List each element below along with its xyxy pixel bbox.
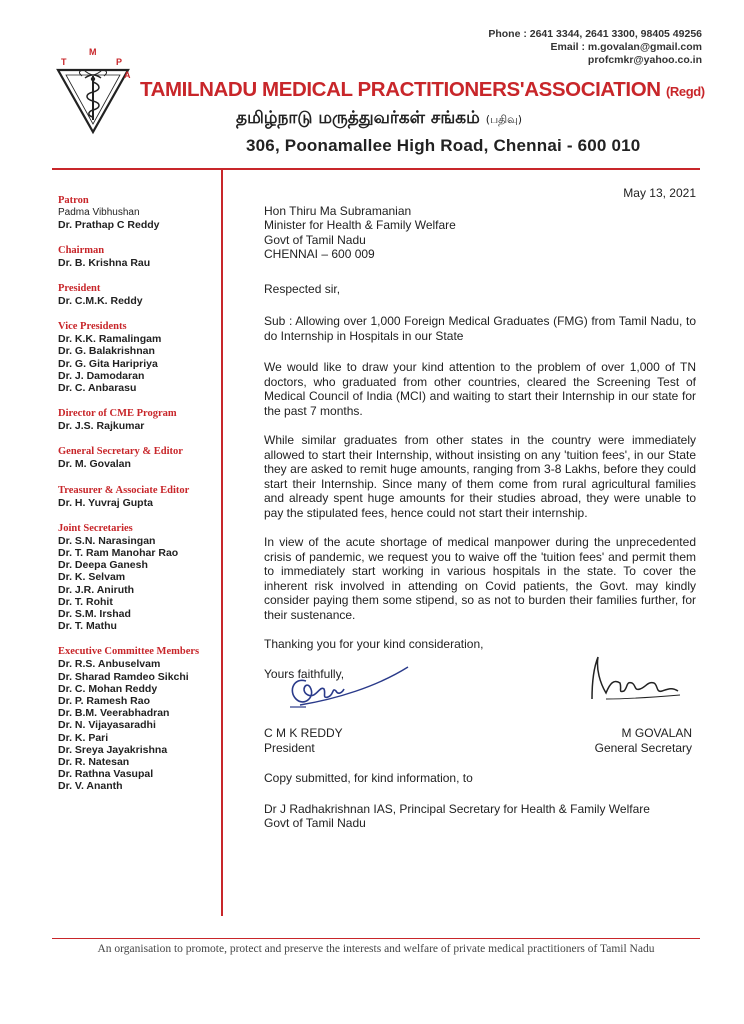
sidebar-member-name: Dr. Sreya Jayakrishna (58, 743, 168, 756)
sidebar-group-title: Patron (58, 195, 89, 206)
sidebar-member-name: Dr. G. Gita Haripriya (58, 357, 158, 370)
paragraph-3: In view of the acute shortage of medical manpower during the unprecedented crisis of pandemic, we request you to waive off the 'tuition fees' and permit them to immediately start working in various hospitals in the state. To cover the inherent risk involved in attending on Covid patients, the Govt. may kindly consider paying them some stipend, so as not to burden their families further, for their sustenance. (264, 535, 696, 622)
cc-line: Govt of Tamil Nadu (264, 816, 366, 830)
association-logo (52, 46, 134, 138)
general-secretary-signature-image (576, 653, 686, 707)
sidebar-group (58, 195, 216, 231)
sidebar-member-name: Dr. Sharad Ramdeo Sikchi (58, 670, 189, 683)
president-signature-image (276, 661, 416, 719)
sidebar-member-name: Dr. V. Ananth (58, 780, 123, 793)
sidebar-member-name: Dr. R. Natesan (58, 755, 130, 768)
sidebar-member-name: Dr. J. Damodaran (58, 369, 145, 382)
sidebar-member-name: Dr. C. Mohan Reddy (58, 682, 158, 695)
recipient-line: Hon Thiru Ma Subramanian (264, 203, 412, 218)
sidebar-group-subtitle: Padma Vibhushan (58, 207, 140, 218)
sidebar-group-title: President (58, 282, 101, 294)
header-divider (52, 168, 700, 170)
sidebar-member-name: Dr. T. Mathu (58, 620, 117, 633)
sidebar-member-name: Dr. T. Rohit (58, 595, 113, 608)
sidebar-group (58, 245, 216, 269)
contact-block (382, 28, 702, 67)
signatory-president-role: President (264, 740, 315, 755)
sidebar-group-title: General Secretary & Editor (58, 446, 183, 458)
sidebar-member-name: Dr. H. Yuvraj Gupta (58, 496, 153, 509)
sidebar-member-name: Dr. S.M. Irshad (58, 607, 131, 620)
sidebar-group-title: Chairman (58, 244, 105, 256)
sidebar-member-name: Dr. K. Selvam (58, 571, 126, 584)
email-line: Email : m.govalan@gmail.com (550, 41, 702, 53)
footer-divider (52, 938, 700, 939)
tamil-name-text: தமிழ்நாடு மருத்துவர்கள் சங்கம் (236, 108, 480, 128)
sidebar-group (58, 523, 216, 633)
footer-tagline: An organisation to promote, protect and preserve the interests and welfare of private medical practitioners of Tamil Nadu (97, 943, 655, 955)
salutation: Respected sir, (264, 281, 341, 296)
sidebar-member-name: Dr. P. Ramesh Rao (58, 694, 151, 707)
sidebar-member-name: Dr. Prathap C Reddy (58, 218, 160, 231)
sidebar-member-name: Dr. B.M. Veerabhadran (58, 707, 170, 720)
signature-block (264, 683, 696, 755)
sidebar-group (58, 283, 216, 307)
recipient-line: Minister for Health & Family Welfare (264, 218, 456, 232)
sidebar-member-name: Dr. B. Krishna Rau (58, 256, 151, 269)
sidebar-member-name: Dr. J.S. Rajkumar (58, 420, 145, 433)
sidebar-group (58, 485, 216, 509)
phone-line: Phone : 2641 3344, 2641 3300, 98405 49256 (488, 28, 702, 40)
email-line-2: profcmkr@yahoo.co.in (587, 54, 702, 66)
logo-letter-a: A (124, 70, 131, 80)
logo-letter-t: T (61, 57, 67, 67)
sidebar-member-name: Dr. C.M.K. Reddy (58, 294, 143, 307)
sidebar-group-title: Director of CME Program (58, 408, 177, 420)
organisation-name (140, 78, 705, 102)
signatory-president-name: C M K REDDY (264, 726, 343, 740)
paragraph-1: We would like to draw your kind attention to the problem of over 1,000 of TN doctors, who graduated from other countries, cleared the Screening Test of Medical Council of India (MCI) and waiting to start their Internship in our state for the past 7 months. (264, 360, 696, 418)
signatory-general-secretary-name: M GOVALAN (621, 726, 692, 740)
signatory-general-secretary (595, 726, 692, 755)
regd-mark: (Regd) (665, 84, 705, 99)
tamil-name (236, 108, 636, 130)
logo-letter-m: M (89, 47, 97, 57)
letter-date: May 13, 2021 (623, 186, 696, 200)
sidebar-member-name: Dr. G. Balakrishnan (58, 345, 155, 358)
signatory-president (264, 726, 343, 755)
organisation-address: 306, Poonamallee High Road, Chennai - 600 010 (246, 136, 641, 155)
sidebar-group-title: Executive Committee Members (58, 646, 200, 658)
sidebar-group-title: Joint Secretaries (58, 522, 133, 534)
copy-note: Copy submitted, for kind information, to (264, 771, 473, 785)
sidebar-divider (221, 168, 223, 916)
sidebar-member-name: Dr. M. Govalan (58, 458, 131, 471)
tamil-regd: (பதிவு) (485, 113, 522, 126)
sidebar-member-name: Dr. J.R. Aniruth (58, 583, 135, 596)
sidebar-member-name: Dr. Deepa Ganesh (58, 559, 148, 572)
sidebar-group (58, 408, 216, 432)
cc-line: Dr J Radhakrishnan IAS, Principal Secretary for Health & Family Welfare (264, 801, 650, 816)
sidebar-member-name: Dr. N. Vijayasaradhi (58, 719, 156, 732)
letter-body (264, 186, 696, 831)
sidebar-member-name: Dr. K. Pari (58, 731, 109, 744)
recipient-line: CHENNAI – 600 009 (264, 247, 375, 261)
sidebar-group-title: Treasurer & Associate Editor (58, 484, 190, 496)
sidebar-group (58, 646, 216, 792)
thanks-line: Thanking you for your kind consideration, (264, 637, 484, 651)
sidebar-member-name: Dr. C. Anbarasu (58, 381, 137, 394)
sidebar-member-name: Dr. R.S. Anbuselvam (58, 658, 161, 671)
office-bearers-sidebar (58, 195, 216, 807)
logo-letter-p: P (116, 57, 123, 67)
paragraph-2: While similar graduates from other states in the country were immediately allowed to start their Internship, without insisting on any 'tuition fees', in our State they are asked to remit huge amounts, ranging from 3-8 Lakhs, before they could start their Internship. Since many of them come from rural agricultural families and already spent huge amounts for their studies abroad, they were unable to pay the stipulated fees, hence could not start their internship. (264, 433, 696, 520)
sidebar-member-name: Dr. S.N. Narasingan (58, 534, 156, 547)
recipient-line: Govt of Tamil Nadu (264, 232, 366, 247)
sidebar-member-name: Dr. Rathna Vasupal (58, 768, 154, 781)
subject-line: Sub : Allowing over 1,000 Foreign Medical Graduates (FMG) from Tamil Nadu, to do Internship in Hospitals in our State (264, 314, 696, 343)
sidebar-group (58, 446, 216, 470)
sidebar-member-name: Dr. K.K. Ramalingam (58, 333, 162, 346)
signatory-general-secretary-role: General Secretary (594, 740, 692, 755)
closing-line: Yours faithfully, (264, 666, 345, 681)
sidebar-group (58, 321, 216, 394)
sidebar-group-title: Vice Presidents (58, 321, 127, 333)
organisation-name-text: TAMILNADU MEDICAL PRACTITIONERS'ASSOCIATION (140, 78, 661, 101)
sidebar-member-name: Dr. T. Ram Manohar Rao (58, 546, 179, 559)
